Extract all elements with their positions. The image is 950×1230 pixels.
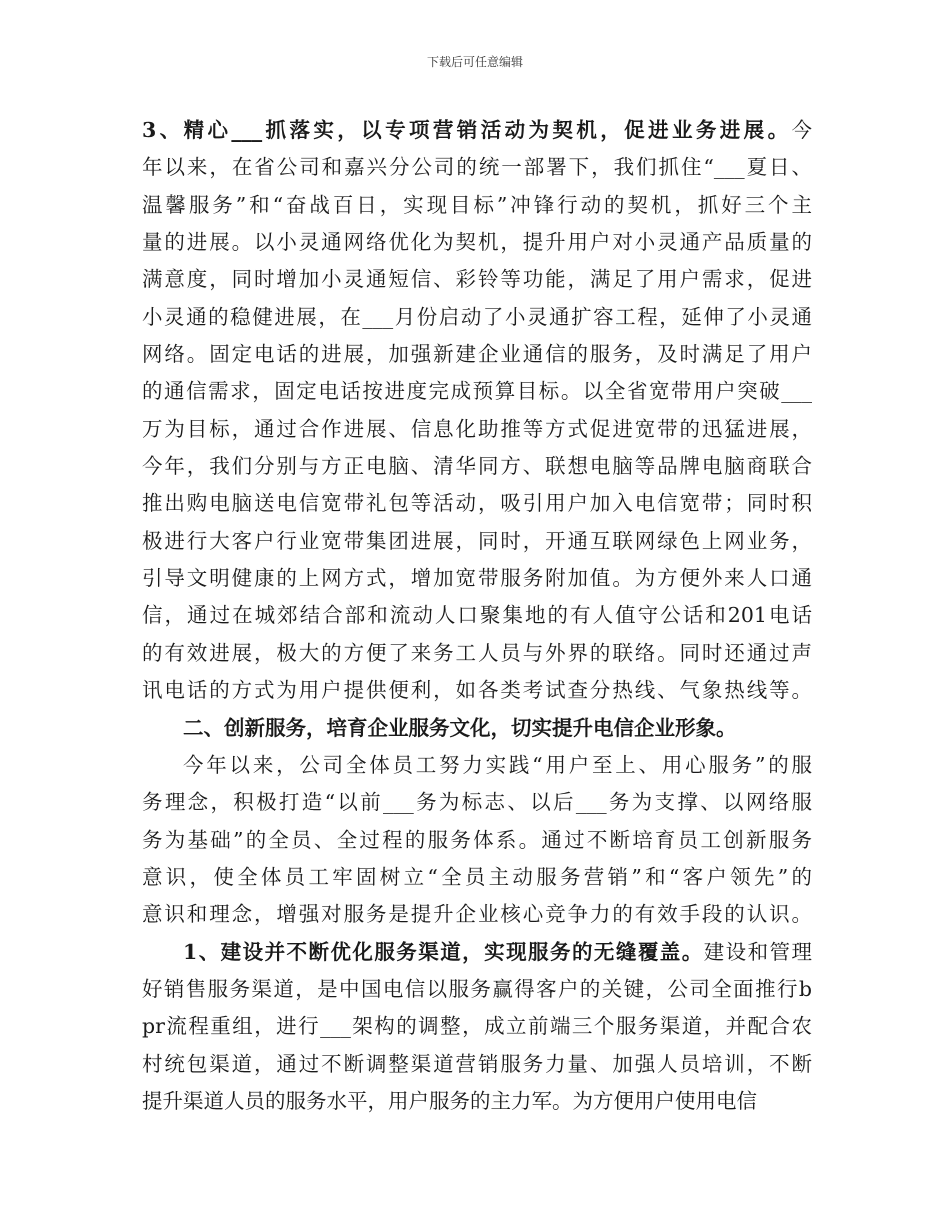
text-line [142,859,812,896]
text-line [142,1046,812,1083]
text-line [142,710,812,747]
body-text: 务理念，积极打造“以前___务为标志、以后___务为支撑、以网络服 [142,790,812,815]
body-text: 信，通过在城郊结合部和流动人口聚集地的有人值守公话和201电话 [142,603,812,628]
body-text: 今 [791,118,812,142]
bold-heading-text: 1、建设并不断优化服务渠道，实现服务的无缝覆盖。 [183,939,704,964]
body-text: 建设和管理 [703,939,812,964]
text-line [142,411,812,448]
text-line [142,485,812,522]
body-text: 引导文明健康的上网方式，增加宽带服务附加值。为方便外来人口通 [142,566,812,591]
body-text: 满意度，同时增加小灵通短信、彩铃等功能，满足了用户需求，促进 [142,267,812,292]
text-line [142,747,812,784]
document-body [142,112,812,1120]
text-line [142,299,812,336]
text-line [142,373,812,410]
page-header: 下载后可任意编辑 [426,55,523,69]
body-text: 意识和理念，增强对服务是提升企业核心竞争力的有效手段的认识。 [142,902,812,927]
body-text: 小灵通的稳健进展，在___月份启动了小灵通扩容工程，延伸了小灵通 [142,304,812,329]
text-line [142,523,812,560]
body-text: 讯电话的方式为用户提供便利，如各类考试查分热线、气象热线等。 [142,678,812,703]
text-line [142,112,812,149]
body-text: 温馨服务”和“奋战百日，实现目标”冲锋行动的契机，抓好三个主 [142,192,812,217]
body-text: 极进行大客户行业宽带集团进展，同时，开通互联网绿色上网业务， [142,528,812,553]
body-text: 今年以来，公司全体员工努力实践“用户至上、用心服务”的服 [183,752,812,777]
text-line [142,672,812,709]
body-text: 今年，我们分别与方正电脑、清华同方、联想电脑等品牌电脑商联合 [142,454,812,479]
body-text: 网络。固定电话的进展，加强新建企业通信的服务，及时满足了用户 [142,342,812,367]
text-line [142,448,812,485]
body-text: 村统包渠道，通过不断调整渠道营销服务力量、加强人员培训，不断 [142,1051,812,1076]
text-line [142,149,812,186]
body-text: 的有效进展，极大的方便了来务工人员与外界的联络。同时还通过声 [142,640,812,665]
text-line [142,896,812,933]
body-text: 万为目标，通过合作进展、信息化助推等方式促进宽带的迅猛进展， [142,416,812,441]
text-line [142,187,812,224]
body-text: 推出购电脑送电信宽带礼包等活动，吸引用户加入电信宽带；同时积 [142,491,812,516]
body-text: 务为基础”的全员、全过程的服务体系。通过不断培育员工创新服务 [142,827,812,852]
text-line [142,934,812,971]
text-line [142,224,812,261]
text-line [142,560,812,597]
text-line [142,336,812,373]
body-text: 的通信需求，固定电话按进度完成预算目标。以全省宽带用户突破___ [142,379,812,404]
text-line [142,597,812,634]
bold-heading-text: 3、精心___抓落实，以专项营销活动为契机，促进业务进展。 [142,118,792,142]
text-line [142,822,812,859]
body-text: 年以来，在省公司和嘉兴分公司的统一部署下，我们抓住“___夏日、 [142,155,812,180]
text-line [142,1083,812,1120]
body-text: 量的进展。以小灵通网络优化为契机，提升用户对小灵通产品质量的 [142,230,812,255]
body-text: 意识，使全体员工牢固树立“全员主动服务营销”和“客户领先”的 [142,864,812,889]
body-text: 提升渠道人员的服务水平，用户服务的主力军。为方便用户使用电信 [142,1088,757,1113]
text-line [142,971,812,1008]
text-line [142,261,812,298]
text-line [142,784,812,821]
body-text: 好销售服务渠道，是中国电信以服务赢得客户的关键，公司全面推行b [142,976,812,1001]
body-text: pr流程重组，进行___架构的调整，成立前端三个服务渠道，并配合农 [142,1014,812,1039]
bold-heading-text: 二、创新服务，培育企业服务文化，切实提升电信企业形象。 [183,715,737,740]
text-line [142,1008,812,1045]
text-line [142,635,812,672]
